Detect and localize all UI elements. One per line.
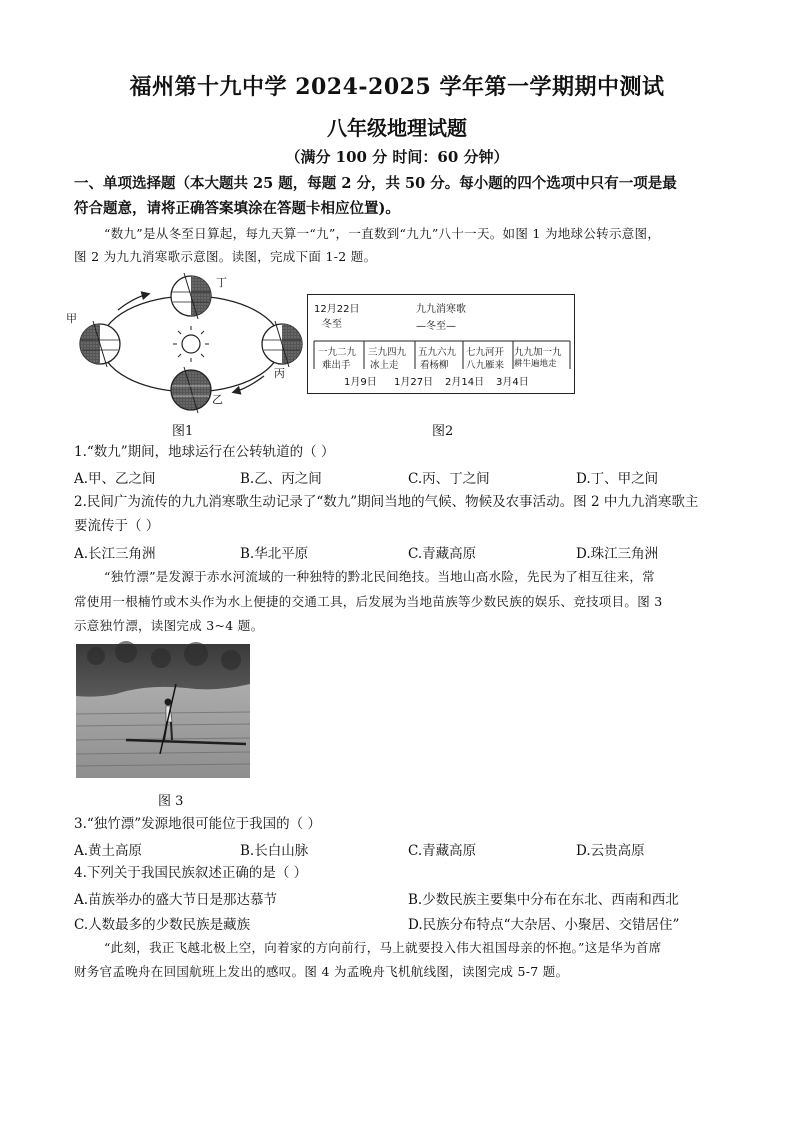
q2-option-d: D.珠江三角洲	[576, 546, 659, 562]
exam-meta: （满分 100 分 时间：60 分钟）	[285, 148, 509, 166]
label-jia: 甲	[66, 312, 77, 325]
label-ding: 丁	[216, 276, 227, 289]
q2-option-c: C.青藏高原	[408, 546, 477, 562]
q1-stem: 1.“数九”期间，地球运行在公转轨道的（ ）	[74, 444, 335, 460]
earth-jia	[80, 321, 120, 367]
q3-option-b: B.长白山脉	[240, 843, 309, 859]
q3-option-a: A.黄土高原	[74, 843, 143, 859]
verse-3-line2: 看杨柳	[420, 360, 449, 371]
q2-stem-line2: 要流传于（ ）	[74, 518, 160, 534]
section-heading-line1: 一、单项选择题（本大题共 25 题，每题 2 分，共 50 分。每小题的四个选项中只有一项是最	[74, 175, 677, 192]
passage2-line3: 示意独竹漂，读图完成 3~4 题。	[74, 618, 264, 633]
passage3-line2: 财务官孟晚舟在回国航班上发出的感叹。图 4 为孟晚舟飞机航线图，读图完成 5-7 题。	[74, 964, 569, 979]
q1-option-c: C.丙、丁之间	[408, 471, 490, 487]
q4-option-b: B.少数民族主要集中分布在东北、西南和西北	[408, 892, 679, 908]
verse-2-line2: 冰上走	[370, 360, 399, 371]
verse-2-line1: 三九四九	[368, 347, 407, 358]
date-2: 1月27日	[394, 377, 434, 388]
verse-5-line2: 耕牛遍地走	[514, 359, 557, 369]
label-yi: 乙	[212, 393, 223, 406]
passage1-line2: 图 2 为九九消寒歌示意图。读图，完成下面 1-2 题。	[74, 249, 377, 264]
q4-options-row1	[74, 888, 734, 908]
q2-option-a: A.长江三角洲	[74, 546, 156, 562]
fig2-solstice: 冬至	[322, 319, 342, 330]
section-heading-line2: 符合题意，请将正确答案填涂在答题卡相应位置)。	[74, 200, 400, 217]
q2-stem-line1: 2.民间广为流传的九九消寒歌生动记录了“数九”期间当地的气候、物候及农事活动。图 2 中九九消寒歌主	[74, 494, 699, 510]
passage1-line1: “数九”是从冬至日算起，每九天算一“九”，一直数到“九九”八十一天。如图 1 为地球公转示意图，	[104, 226, 661, 241]
sun-icon	[173, 326, 209, 362]
q4-option-c: C.人数最多的少数民族是藏族	[74, 917, 251, 933]
exam-title: 福州第十九中学 2024-2025 学年第一学期期中测试	[129, 74, 665, 100]
q4-stem: 4.下列关于我国民族叙述正确的是（ ）	[74, 865, 308, 881]
q3-option-d: D.云贵高原	[576, 843, 645, 859]
q4-option-d: D.民族分布特点“大杂居、小聚居、交错居住”	[408, 917, 680, 933]
verse-3-line1: 五九六九	[418, 347, 457, 358]
verse-1-line2: 难出手	[322, 360, 351, 371]
q1-option-d: D.丁、甲之间	[576, 471, 659, 487]
verse-5-line1: 九九加一九	[514, 347, 562, 358]
q1-option-b: B.乙、丙之间	[240, 471, 322, 487]
q1-option-a: A.甲、乙之间	[74, 471, 156, 487]
earth-orbit-diagram	[66, 270, 304, 418]
earth-ding	[171, 273, 211, 319]
q3-stem: 3.“独竹漂”发源地很可能位于我国的（ ）	[74, 816, 321, 832]
q3-options	[74, 839, 734, 859]
verse-4-line1: 七九河开	[466, 347, 505, 358]
fig2-date: 12月22日	[314, 304, 360, 315]
q4-options-row2	[74, 913, 734, 933]
fig2-song-title: 九九消寒歌	[416, 304, 466, 315]
earth-bing	[262, 321, 302, 367]
nine-nine-song-figure	[307, 294, 575, 394]
date-4: 3月4日	[496, 377, 529, 388]
q1-options	[74, 467, 734, 487]
fig2-song-sub: —冬至—	[416, 321, 456, 332]
verse-1-line1: 一九二九	[318, 347, 357, 358]
figure2-caption: 图2	[432, 424, 454, 439]
exam-subtitle: 八年级地理试题	[327, 116, 467, 140]
q3-option-c: C.青藏高原	[408, 843, 477, 859]
q2-options	[74, 542, 734, 562]
bamboo-rafting-photo	[76, 644, 250, 778]
earth-yi	[171, 367, 211, 413]
label-bing: 丙	[274, 367, 285, 380]
passage2-line1: “独竹漂”是发源于赤水河流域的一种独特的黔北民间绝技。当地山高水险，先民为了相互往来，常	[104, 569, 655, 584]
date-3: 2月14日	[445, 377, 485, 388]
figure3-caption: 图 3	[158, 794, 184, 809]
passage3-line1: “此刻，我正飞越北极上空，向着家的方向前行，马上就要投入伟大祖国母亲的怀抱。”这是华为首席	[104, 940, 662, 955]
passage2-line2: 常使用一根楠竹或木头作为水上便捷的交通工具，后发展为当地苗族等少数民族的娱乐、竞技项目。图 3	[74, 594, 663, 609]
verse-4-line2: 八九雁来	[466, 360, 505, 371]
date-1: 1月9日	[344, 377, 377, 388]
figure1-caption: 图1	[172, 424, 194, 439]
q4-option-a: A.苗族举办的盛大节日是那达慕节	[74, 892, 278, 908]
q2-option-b: B.华北平原	[240, 546, 309, 562]
